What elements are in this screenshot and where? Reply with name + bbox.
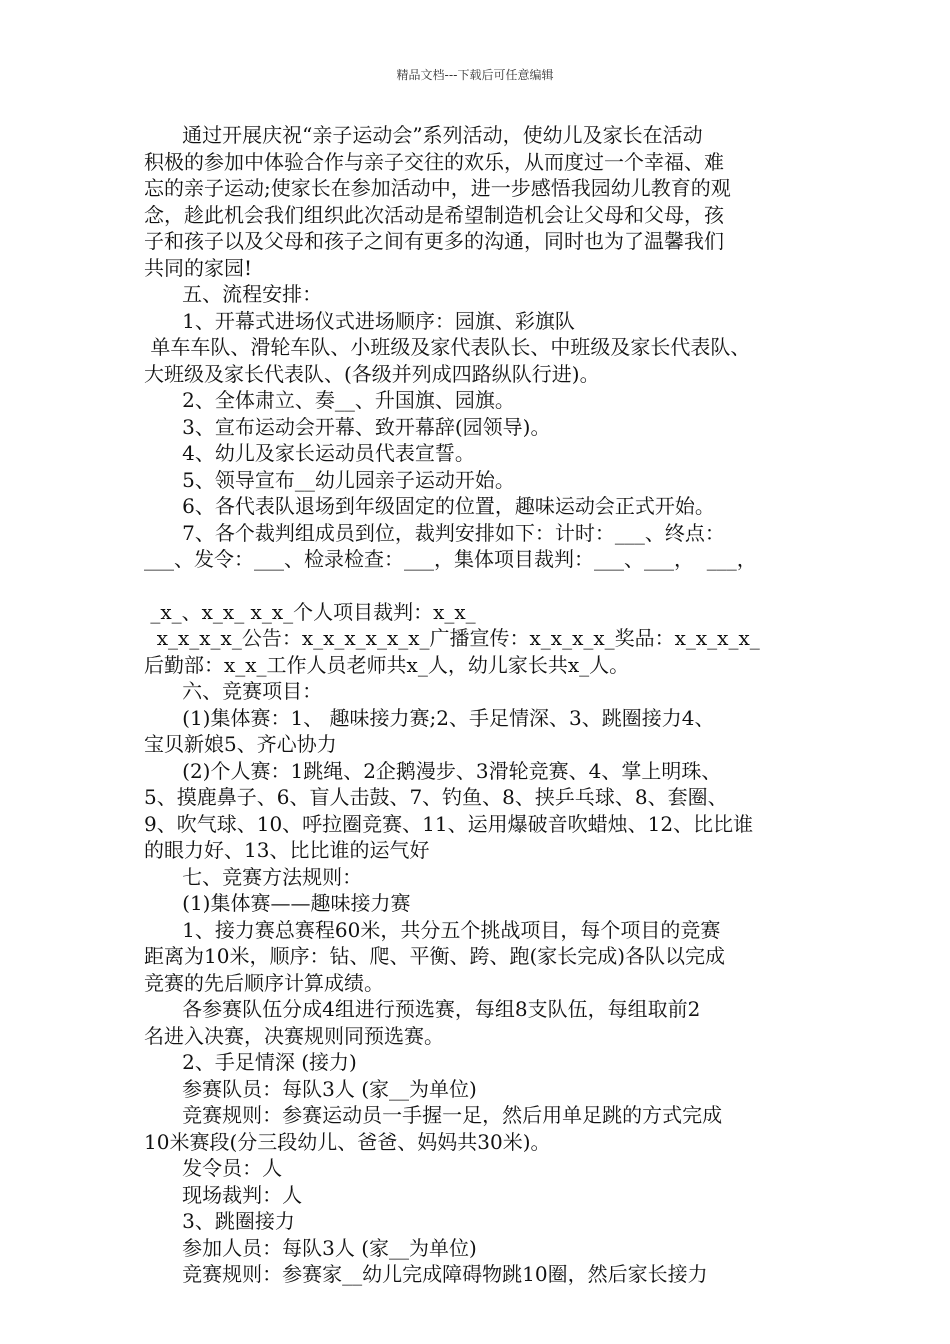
text-line: 5、摸鹿鼻子、6、盲人击鼓、7、钓鱼、8、挟乒乓球、8、套圈、: [144, 785, 728, 809]
text-line: 宝贝新娘5、齐心协力: [144, 732, 337, 756]
text-line: 6、各代表队退场到年级固定的位置，趣味运动会正式开始。: [144, 494, 715, 518]
text-line: 忘的亲子运动;使家长在参加活动中，进一步感悟我园幼儿教育的观: [144, 176, 731, 200]
text-line: 积极的参加中体验合作与亲子交往的欢乐，从而度过一个幸福、难: [144, 149, 724, 174]
text-line: 2、全体肃立、奏__、升国旗、园旗。: [144, 388, 515, 412]
text-line: 五、流程安排：: [144, 282, 323, 306]
text-line: 通过开展庆祝“亲子运动会”系列活动，使幼儿及家长在活动: [144, 123, 703, 147]
text-line: 3、宣布运动会开幕、致开幕辞(园领导)。: [144, 414, 551, 439]
text-line: [144, 573, 824, 599]
text-line: 竞赛的先后顺序计算成绩。: [144, 970, 384, 995]
text-line: 名进入决赛，决赛规则同预选赛。: [144, 1023, 444, 1048]
text-line: 参赛队员：每队3人 (家__为单位): [144, 1076, 477, 1101]
text-line: 大班级及家长代表队、(各级并列成四路纵队行进)。: [144, 361, 600, 386]
text-line: 子和孩子以及父母和孩子之间有更多的沟通，同时也为了温馨我们: [144, 229, 724, 253]
text-line: 竞赛规则：参赛家__幼儿完成障碍物跳10圈，然后家长接力: [144, 1262, 708, 1286]
text-line: 1、接力赛总赛程60米，共分五个挑战项目，每个项目的竞赛: [144, 917, 721, 942]
page-header: 精品文档---下载后可任意编辑: [396, 68, 554, 82]
text-line: 3、跳圈接力: [144, 1209, 295, 1233]
text-line: 距离为10米，顺序：钻、爬、平衡、跨、跑(家长完成)各队以完成: [144, 944, 726, 968]
text-line: 竞赛规则：参赛运动员一手握一足，然后用单足跳的方式完成: [144, 1103, 723, 1127]
text-line: 10米赛段(分三段幼儿、爸爸、妈妈共30米)。: [144, 1129, 551, 1154]
text-line: 4、幼儿及家长运动员代表宣誓。: [144, 441, 475, 465]
text-line: 2、手足情深 (接力): [144, 1050, 357, 1074]
text-line: 5、领导宣布__幼儿园亲子运动开始。: [144, 467, 515, 492]
text-line: 念，趁此机会我们组织此次活动是希望制造机会让父母和父母，孩: [144, 202, 724, 227]
text-line: (2)个人赛：1跳绳、2企鹅漫步、3滑轮竞赛、4、掌上明珠、: [144, 758, 722, 783]
text-line: ___、发令：___、检录检查：___，集体项目裁判：___、___， ___，: [144, 547, 757, 571]
text-line: 发令员：人: [144, 1156, 283, 1180]
text-line: 七、竞赛方法规则：: [144, 864, 363, 889]
text-line: 的眼力好、13、比比谁的运气好: [144, 838, 430, 862]
text-line: _x_、x_x_ x_x_个人项目裁判：x_x_: [144, 599, 476, 624]
text-line: x_x_x_x_公告：x_x_x_x_x_x_广播宣传：x_x_x_x_奖品：x_x_x_x_: [144, 626, 760, 650]
text-line: 六、竞赛项目：: [144, 679, 323, 703]
text-line: (1)集体赛——趣味接力赛: [144, 891, 411, 915]
text-line: 共同的家园!: [144, 255, 253, 280]
document-body: [144, 122, 824, 1288]
text-line: 各参赛队伍分成4组进行预选赛，每组8支队伍，每组取前2: [144, 997, 701, 1021]
text-line: 9、吹气球、10、呼拉圈竞赛、11、运用爆破音吹蜡烛、12、比比谁: [144, 811, 754, 836]
text-line: 单车车队、滑轮车队、小班级及家代表队长、中班级及家长代表队、: [144, 335, 751, 359]
text-line: 参加人员：每队3人 (家__为单位): [144, 1235, 477, 1260]
text-line: (1)集体赛：1、 趣味接力赛;2、手足情深、3、跳圈接力4、: [144, 705, 715, 730]
text-line: 后勤部：x_x_工作人员老师共x_人，幼儿家长共x_人。: [144, 652, 630, 677]
text-line: 1、开幕式进场仪式进场顺序：园旗、彩旗队: [144, 308, 575, 333]
text-line: 现场裁判：人: [144, 1182, 303, 1207]
text-line: 7、各个裁判组成员到位，裁判安排如下：计时：___、终点：: [144, 520, 725, 545]
